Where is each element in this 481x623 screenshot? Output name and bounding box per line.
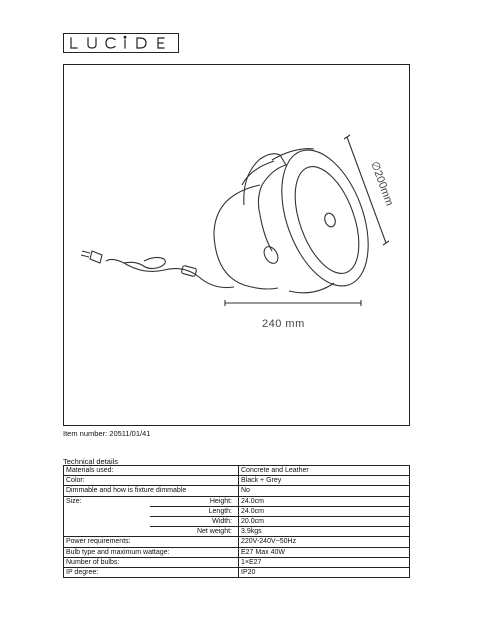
table-row [64,516,410,526]
lamp-drawing [64,65,411,427]
table-row [64,496,410,506]
table-row [64,486,410,496]
spec-label: Number of bulbs: [64,557,151,567]
handle-knob [261,244,280,266]
table-row [64,567,410,577]
spec-label: Materials used: [64,466,151,476]
spec-label: Dimmable and how is fixture dimmable [64,486,239,496]
width-label: 240 mm [262,318,305,330]
table-row [64,537,410,547]
spec-sublabel [150,466,239,476]
table-row [64,476,410,486]
lamp-inner-face [282,158,371,282]
lamp-body-sphere [214,185,278,289]
table-row [64,506,410,516]
table-row [64,466,410,476]
brand-logo-lettering [65,35,177,51]
spec-value: 24.0cm [239,496,410,506]
product-drawing [63,64,410,426]
spec-label [64,516,151,526]
spec-sublabel: Width: [150,516,239,526]
spec-sublabel [150,537,239,547]
spec-label: IP degree: [64,567,151,577]
spec-value: No [239,486,410,496]
spec-sublabel: Length: [150,506,239,516]
spec-sublabel: Net weight: [150,527,239,537]
power-plug [90,251,102,263]
spec-value: Black + Grey [239,476,410,486]
spec-label: Color: [64,476,151,486]
lamp-handle [244,154,286,215]
spec-value: E27 Max 40W [239,547,410,557]
table-row [64,527,410,537]
spec-label [64,527,151,537]
spec-label: Bulb type and maximum wattage: [64,547,151,557]
spec-sublabel [150,476,239,486]
brand-logo [63,33,179,53]
spec-label: Power requirements: [64,537,151,547]
spec-value: 1×E27 [239,557,410,567]
table-row [64,557,410,567]
item-number: Item number: 20511/01/41 [63,429,151,438]
spec-value: 220V-240V~50Hz [239,537,410,547]
table-row [64,547,410,557]
spec-value: 24.0cm [239,506,410,516]
spec-sublabel: Height: [150,496,239,506]
technical-details-table [63,465,410,578]
spec-label [64,506,151,516]
spec-value: IP20 [239,567,410,577]
power-cable [106,259,234,287]
spec-value: 3.9kgs [239,527,410,537]
spec-value: 20.0cm [239,516,410,526]
spec-sublabel [150,557,239,567]
technical-details-heading: Technical details [63,457,119,466]
front-knob [323,212,337,229]
spec-value: Concrete and Leather [239,466,410,476]
spec-sublabel [150,567,239,577]
spec-label: Size: [64,496,151,506]
diameter-label: ∅200mm [368,159,396,208]
